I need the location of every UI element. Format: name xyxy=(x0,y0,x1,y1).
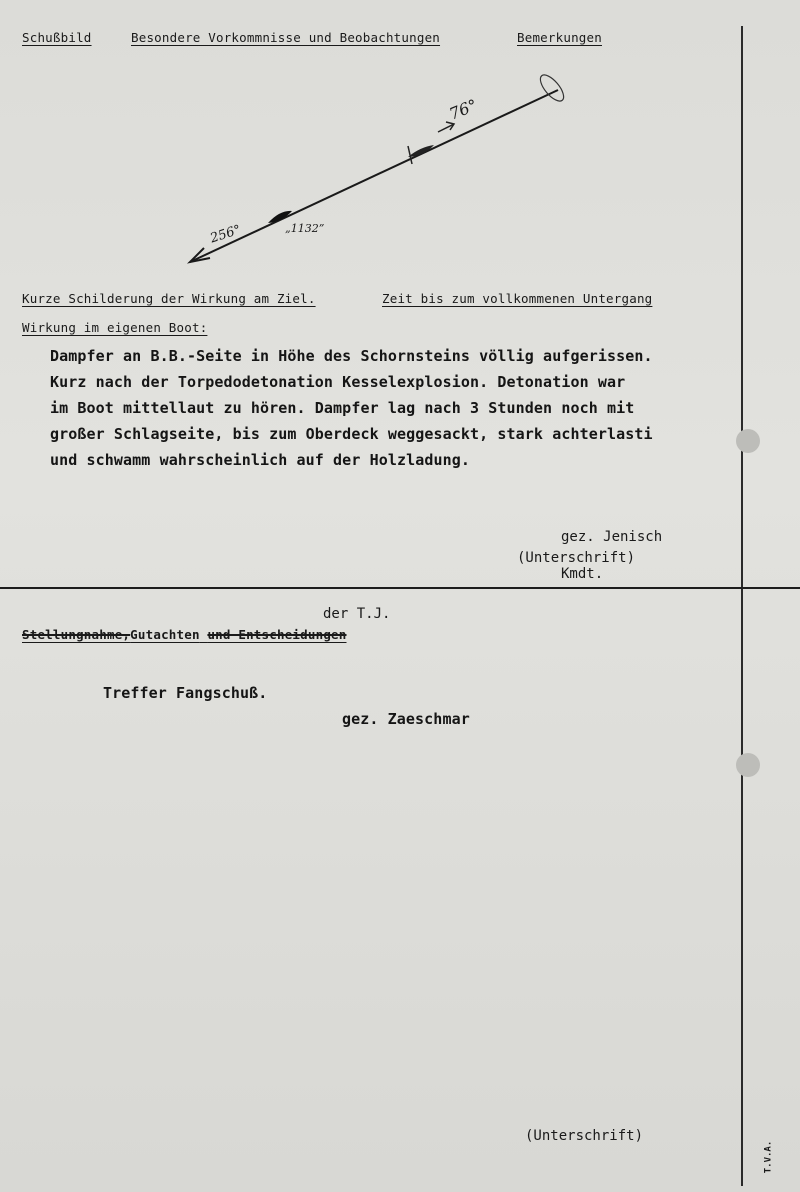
struck-stellungnahme: Stellungnahme, xyxy=(22,627,131,642)
punch-hole-lower xyxy=(736,753,760,777)
treffer-text: Treffer Fangschuß. xyxy=(103,684,268,702)
margin-note: T.V.A. xyxy=(763,1140,774,1174)
heading-untergang: Zeit bis zum vollkommenen Untergang xyxy=(382,291,653,306)
body-line-5: und schwamm wahrscheinlich auf der Holzladung. xyxy=(50,451,471,469)
time-label: „1132” xyxy=(285,222,325,235)
body-line-1: Dampfer an B.B.-Seite in Höhe des Schornsteins völlig aufgerissen. xyxy=(50,347,653,365)
signature-jenisch: gez. Jenisch xyxy=(561,529,663,545)
heading-wirkung-am-ziel: Kurze Schilderung der Wirkung am Ziel. xyxy=(22,291,316,306)
signature-label-2: (Unterschrift) xyxy=(525,1128,644,1144)
bearing-label-256: 256° xyxy=(208,222,243,247)
label-der-tj: der T.J. xyxy=(323,606,391,622)
body-line-3: im Boot mittellaut zu hören. Dampfer lag nach 3 Stunden noch mit xyxy=(50,399,635,417)
header-vorkommnisse: Besondere Vorkommnisse und Beobachtungen xyxy=(131,30,441,45)
bearing-label-76: 76° xyxy=(446,95,480,124)
body-line-4: großer Schlagseite, bis zum Oberdeck weggesackt, stark achterlasti xyxy=(50,425,653,443)
torpedo-track-mark xyxy=(408,145,434,157)
signature-label-1: (Unterschrift) xyxy=(517,550,636,566)
signature-rank: Kmdt. xyxy=(561,566,604,582)
shot-diagram xyxy=(180,60,580,280)
target-ship-icon xyxy=(536,71,567,105)
signature-zaeschmar: gez. Zaeschmar xyxy=(342,710,470,728)
column-divider xyxy=(741,26,743,1186)
body-line-2: Kurz nach der Torpedodetonation Kesselexplosion. Detonation war xyxy=(50,373,626,391)
section-divider xyxy=(0,587,800,589)
heading-gutachten xyxy=(22,627,347,642)
punch-hole-upper xyxy=(736,429,760,453)
bearing-line xyxy=(190,90,558,262)
header-schussbild: Schußbild xyxy=(22,30,92,45)
gutachten-label: Gutachten xyxy=(130,627,200,642)
header-bemerkungen: Bemerkungen xyxy=(517,30,602,45)
struck-entscheidungen: und Entscheidungen xyxy=(207,627,347,642)
heading-eigenes-boot: Wirkung im eigenen Boot: xyxy=(22,320,208,335)
